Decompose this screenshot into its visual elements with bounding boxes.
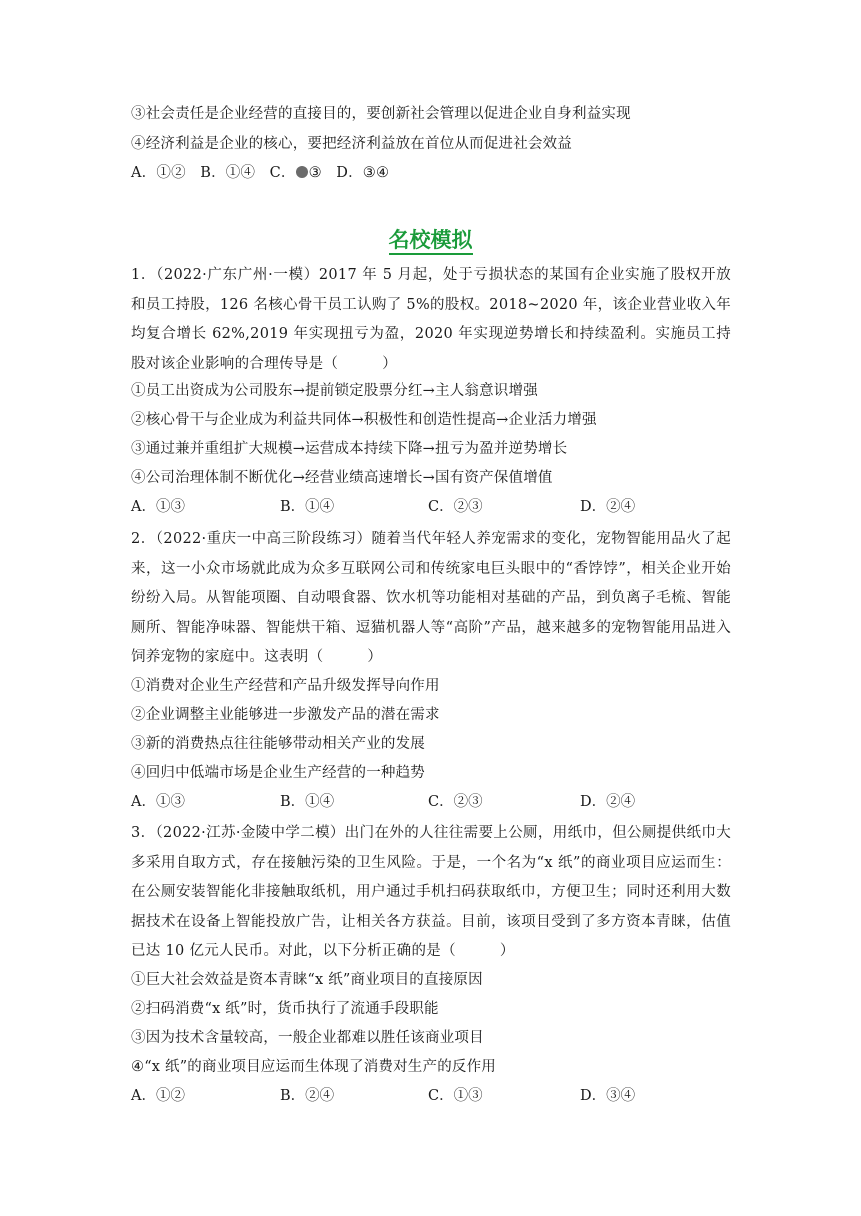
option-d: D．②④ (580, 794, 636, 810)
option-a: A．①③ (131, 794, 185, 810)
option-c: C．②③ (428, 499, 483, 515)
prev-question-item-4: ④经济利益是企业的核心，要把经济利益放在首位从而促进社会效益 (131, 136, 572, 152)
question-3-item: ④“x 纸”的商业项目应运而生体现了消费对生产的反作用 (131, 1059, 497, 1075)
option-d: D．②④ (580, 499, 636, 515)
prev-question-options (131, 163, 731, 183)
option-b: B．①④ (280, 499, 335, 515)
question-2-item: ④回归中低端市场是企业生产经营的一种趋势 (131, 765, 425, 781)
question-3-item: ③因为技术含量较高，一般企业都难以胜任该商业项目 (131, 1030, 484, 1046)
section-title: 名校模拟 (0, 226, 861, 254)
question-1-item: ③通过兼并重组扩大规模→运营成本持续下降→扭亏为盈并逆势增长 (131, 441, 568, 457)
question-2-options (131, 792, 731, 812)
option-a: A．①③ (131, 499, 185, 515)
option-d: D．③④ (336, 165, 390, 181)
question-1-item: ①员工出资成为公司股东→提前锁定股票分红→主人翁意识增强 (131, 383, 538, 399)
question-2-item: ③新的消费热点往往能够带动相关产业的发展 (131, 736, 425, 752)
prev-question-item-3: ③社会责任是企业经营的直接目的，要创新社会管理以促进企业自身利益实现 (131, 106, 631, 122)
question-2-item: ②企业调整主业能够进一步激发产品的潜在需求 (131, 707, 440, 723)
option-c: C．①③ (428, 1088, 483, 1104)
option-a: A．①② (131, 1088, 185, 1104)
question-2-stem: 2．（2022·重庆一中高三阶段练习）随着当代年轻人养宠需求的变化，宠物智能用品火了起来，这一小众市场就此成为众多互联网公司和传统家电巨头眼中的“香饽饽”，相关企业开始纷纷入局。从智能项圈、自动喂食器、饮水机等功能相对基础的产品，到负离子毛梳、智能厕所、智能净味器、智能烘干箱、逗猫机器人等“高阶”产品，越来越多的宠物智能用品进入饲养宠物的家庭中。这表明（ ） (131, 531, 731, 665)
question-3-stem: 3．（2022·江苏·金陵中学二模）出门在外的人往往需要上公厕，用纸巾，但公厕提供纸巾大多采用自取方式，存在接触污染的卫生风险。于是，一个名为“x 纸”的商业项目应运而生：在公厕安装智能化非接触取纸机，用户通过手机扫码获取纸巾，方便卫生；同时还利用大数据技术在设备上智能投放广告，让相关各方获益。目前，该项目受到了多方资本青睐，估值已达 10 亿元人民币。对此，以下分析正确的是（ ） (131, 825, 731, 959)
option-b: B．①④ (280, 794, 335, 810)
question-3-item: ①巨大社会效益是资本青睐“x 纸”商业项目的直接原因 (131, 972, 483, 988)
question-1-item: ②核心骨干与企业成为利益共同体→积极性和创造性提高→企业活力增强 (131, 412, 597, 428)
blot-mark-icon (296, 166, 308, 178)
option-c: C．②③ (428, 794, 483, 810)
question-1-options (131, 497, 731, 517)
question-3-options (131, 1086, 731, 1106)
option-c: C． ③ (269, 165, 322, 181)
option-d: D．③④ (580, 1088, 636, 1104)
option-b: B．②④ (280, 1088, 335, 1104)
option-a: A．①② (131, 165, 186, 181)
option-b: B．①④ (200, 165, 256, 181)
question-2-item: ①消费对企业生产经营和产品升级发挥导向作用 (131, 678, 440, 694)
question-1-item: ④公司治理体制不断优化→经营业绩高速增长→国有资产保值增值 (131, 470, 553, 486)
question-3-item: ②扫码消费“x 纸”时，货币执行了流通手段职能 (131, 1001, 439, 1017)
question-1-stem: 1．（2022·广东广州·一模）2017 年 5 月起，处于亏损状态的某国有企业实施了股权开放和员工持股，126 名核心骨干员工认购了 5%的股权。2018~2020 年，该企业营业收入年均复合增长 62%,2019 年实现扭亏为盈，2020 年实现逆势增长和持续盈利。实施员工持股对该企业影响的合理传导是（ ） (131, 267, 731, 372)
